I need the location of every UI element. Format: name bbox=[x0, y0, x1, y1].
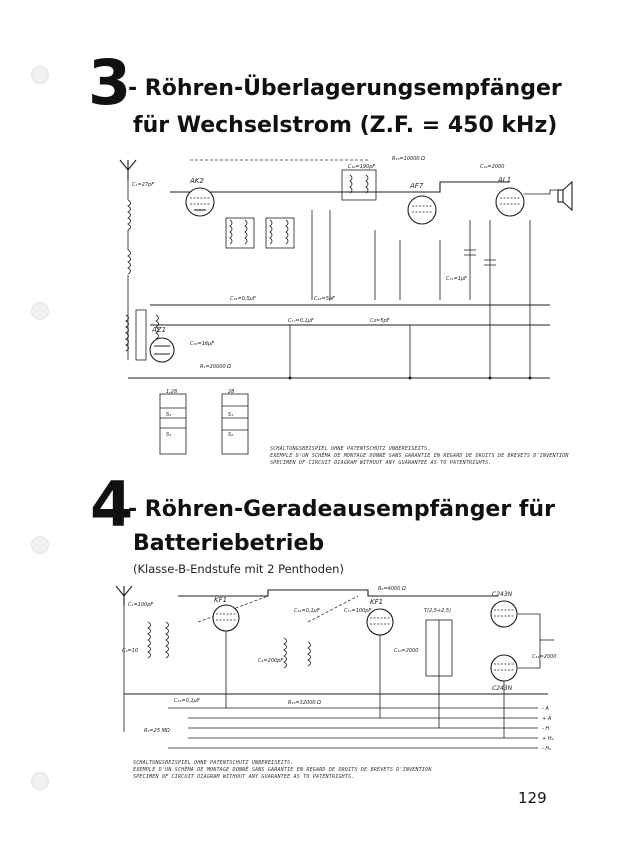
component-label: C₁₇=100pF bbox=[344, 608, 372, 614]
punch-hole-bottom bbox=[31, 772, 49, 790]
terminal-label: - H₂ bbox=[542, 746, 552, 752]
component-label: C₆=200pF bbox=[258, 658, 284, 664]
component-label: R₁₂=10000 Ω bbox=[392, 156, 425, 162]
tube-label: AF7 bbox=[410, 182, 424, 190]
coil-label: 1,28 bbox=[166, 389, 178, 395]
section-3-disclaimer-en: SPECIMEN OF CIRCUIT DIAGRAM WITHOUT ANY GUARANTEE AS TO PATENTRIGHTS. bbox=[270, 460, 492, 466]
component-label: C₁₃=0,1μF bbox=[174, 698, 200, 704]
punch-hole-top bbox=[31, 66, 49, 84]
section-3-schematic bbox=[110, 150, 580, 385]
tube-c243n-upper bbox=[491, 591, 517, 627]
coil-label: S₂ bbox=[228, 432, 234, 438]
section-4-disclaimer-de: SCHALTUNGSBEISPIEL OHNE PATENTSCHUTZ UNBEREISEITS. bbox=[133, 760, 294, 766]
tube-af7 bbox=[408, 182, 436, 224]
coil-label: 28 bbox=[228, 389, 235, 395]
component-label: C₁₅=5pF bbox=[314, 296, 335, 302]
component-label: C₂₁=1μF bbox=[446, 276, 467, 282]
antenna-icon bbox=[120, 160, 136, 180]
terminal-label: + A bbox=[542, 716, 552, 722]
tube-al1 bbox=[496, 176, 524, 216]
terminal-label: - H bbox=[542, 726, 550, 732]
component-label: R₁₂=32000 Ω bbox=[288, 700, 321, 706]
section-4-title-line-2: Batteriebetrieb bbox=[133, 531, 325, 556]
component-label: C₂₂=2000 bbox=[480, 164, 505, 170]
section-4-number: 4 bbox=[90, 468, 134, 541]
tube-label: C243N bbox=[492, 591, 513, 598]
section-4-disclaimer-fr: EXEMPLE D'UN SCHÉMA DE MONTAGE DONNÉ SANS GARANTIE EN REGARD DE DROITS DE BREVETS D'INVENTION bbox=[133, 767, 432, 773]
section-4-title-line-1: - Röhren-Geradeausempfänger für bbox=[128, 497, 555, 522]
section-4-disclaimer-en: SPECIMEN OF CIRCUIT DIAGRAM WITHOUT ANY GUARANTEE AS TO PATENTRIGHTS. bbox=[133, 774, 355, 780]
page-number: 129 bbox=[518, 789, 547, 807]
component-label: R₁=20000 Ω bbox=[200, 364, 231, 370]
tube-kf1-second bbox=[367, 598, 393, 635]
component-label: C₁₆=0,1μF bbox=[294, 608, 320, 614]
coil-label: S₂ bbox=[166, 412, 172, 418]
terminal-label: + H₂ bbox=[542, 736, 554, 742]
tube-label: AK2 bbox=[190, 177, 204, 185]
punch-hole-middle bbox=[31, 302, 49, 320]
component-label: C₁₇=0,1μF bbox=[288, 318, 314, 324]
coil-label: S₁ bbox=[228, 412, 234, 418]
speaker-icon bbox=[558, 182, 572, 210]
tube-ak2 bbox=[186, 177, 214, 216]
tube-label: AL1 bbox=[498, 176, 512, 184]
tube-kf1-first bbox=[213, 596, 239, 631]
section-4-schematic bbox=[108, 582, 578, 757]
component-label: C₁₀=190pF bbox=[348, 164, 376, 170]
coil-details bbox=[150, 388, 260, 463]
tube-label: KF1 bbox=[370, 598, 384, 606]
component-label: C₁=27pF bbox=[132, 182, 155, 188]
section-3-title-line-2: für Wechselstrom (Z.F. = 450 kHz) bbox=[133, 113, 558, 138]
section-3-title-line-1: - Röhren-Überlagerungsempfänger bbox=[128, 76, 562, 101]
tube-label: C243N bbox=[492, 685, 513, 692]
component-label: C₁=100pF bbox=[128, 602, 154, 608]
tube-az1 bbox=[150, 326, 174, 362]
component-label: T(2,5+2,5) bbox=[424, 608, 452, 614]
terminal-label: - A bbox=[542, 706, 549, 712]
component-label: C₁₀=2000 bbox=[394, 648, 419, 654]
component-label: C₃₀=16μF bbox=[190, 341, 215, 347]
section-3-disclaimer-de: SCHALTUNGSBEISPIEL OHNE PATENTSCHUTZ UNBEREISEITS. bbox=[270, 446, 431, 452]
section-3-disclaimer-fr: EXEMPLE D'UN SCHÉMA DE MONTAGE DONNÉ SANS GARANTIE EN REGARD DE DROITS DE BREVETS D'INVENTION bbox=[270, 453, 569, 459]
section-3-number: 3 bbox=[88, 46, 132, 119]
coil-label: S₁ bbox=[166, 432, 172, 438]
tube-label: AZ1 bbox=[152, 326, 167, 334]
component-label: Cs=5pF bbox=[370, 318, 390, 324]
component-label: C₁₅=2000 bbox=[532, 654, 557, 660]
tube-label: KF1 bbox=[214, 596, 228, 604]
component-label: R₄=25 MΩ bbox=[144, 728, 170, 734]
punch-hole-lower bbox=[31, 536, 49, 554]
component-label: C₂=10 bbox=[122, 648, 139, 654]
component-label: C₂₅=0,5μF bbox=[230, 296, 256, 302]
section-4-subtitle: (Klasse-B-Endstufe mit 2 Penthoden) bbox=[133, 562, 344, 576]
component-label: R₅=4000 Ω bbox=[378, 586, 406, 592]
